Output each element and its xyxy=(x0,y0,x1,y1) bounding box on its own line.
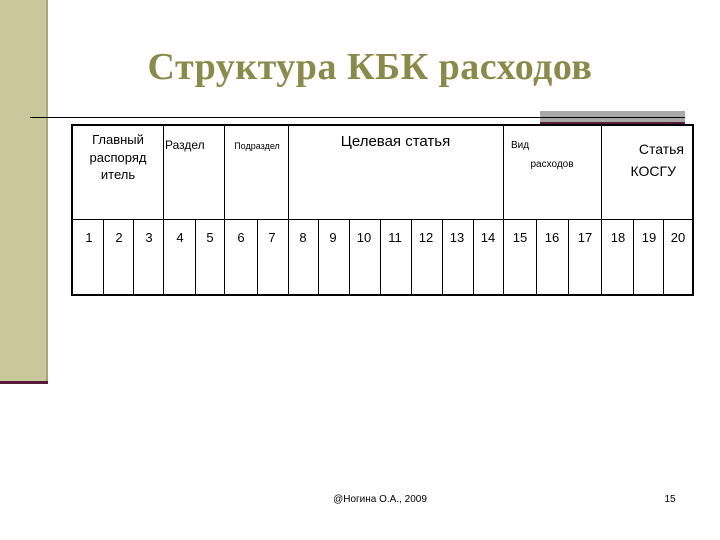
digit-cell: 20 xyxy=(670,230,686,245)
kbk-structure-table xyxy=(71,124,694,296)
header-statya-kosgu xyxy=(603,138,692,183)
digit-cell: 18 xyxy=(610,230,626,245)
digit-cell: 11 xyxy=(388,230,402,245)
digit-cell: 14 xyxy=(480,230,496,245)
digit-cell: 15 xyxy=(512,230,528,245)
digit-divider xyxy=(568,219,569,294)
title-divider xyxy=(30,117,685,118)
header-kosgu-line1: Статья xyxy=(638,141,684,157)
slide-title: Структура КБК расходов xyxy=(147,46,593,88)
digit-cell: 3 xyxy=(145,230,153,245)
digit-cell: 5 xyxy=(206,230,214,245)
group-divider xyxy=(601,126,602,294)
header-vid-raskhodov xyxy=(505,136,599,174)
side-decoration-rule xyxy=(0,381,48,384)
digit-cell: 13 xyxy=(449,230,465,245)
slide-footer-author: @Ногина О.А., 2009 xyxy=(333,494,427,505)
digit-cell: 8 xyxy=(299,230,307,245)
digit-cell: 1 xyxy=(85,230,93,245)
slide-page-number: 15 xyxy=(664,494,676,505)
header-vid-line1: Вид xyxy=(511,140,530,151)
digit-cell: 4 xyxy=(176,230,184,245)
digit-cell: 12 xyxy=(418,230,434,245)
side-decoration-bar xyxy=(0,0,46,382)
header-kosgu-line2: КОСГУ xyxy=(630,163,676,180)
digit-cell: 17 xyxy=(577,230,593,245)
header-divider xyxy=(73,219,692,220)
digit-cell: 19 xyxy=(641,230,657,245)
group-divider xyxy=(163,126,164,294)
digit-cell: 6 xyxy=(237,230,245,245)
header-vid-line2: расходов xyxy=(530,159,574,170)
header-podrazdel: Подраздел xyxy=(234,141,280,151)
header-tselevaya-statya: Целевая статья xyxy=(340,133,451,150)
group-divider xyxy=(503,126,504,294)
side-decoration-edge xyxy=(46,0,48,382)
digit-cell: 10 xyxy=(356,230,372,245)
header-glavny-rasporyaditel: Главный распоряд итель xyxy=(89,132,147,183)
digit-cell: 16 xyxy=(544,230,560,245)
group-divider xyxy=(288,126,289,294)
digit-cell: 2 xyxy=(115,230,123,245)
digit-cell: 7 xyxy=(268,230,276,245)
digit-cell: 9 xyxy=(329,230,337,245)
header-razdel: Раздел xyxy=(165,138,205,152)
